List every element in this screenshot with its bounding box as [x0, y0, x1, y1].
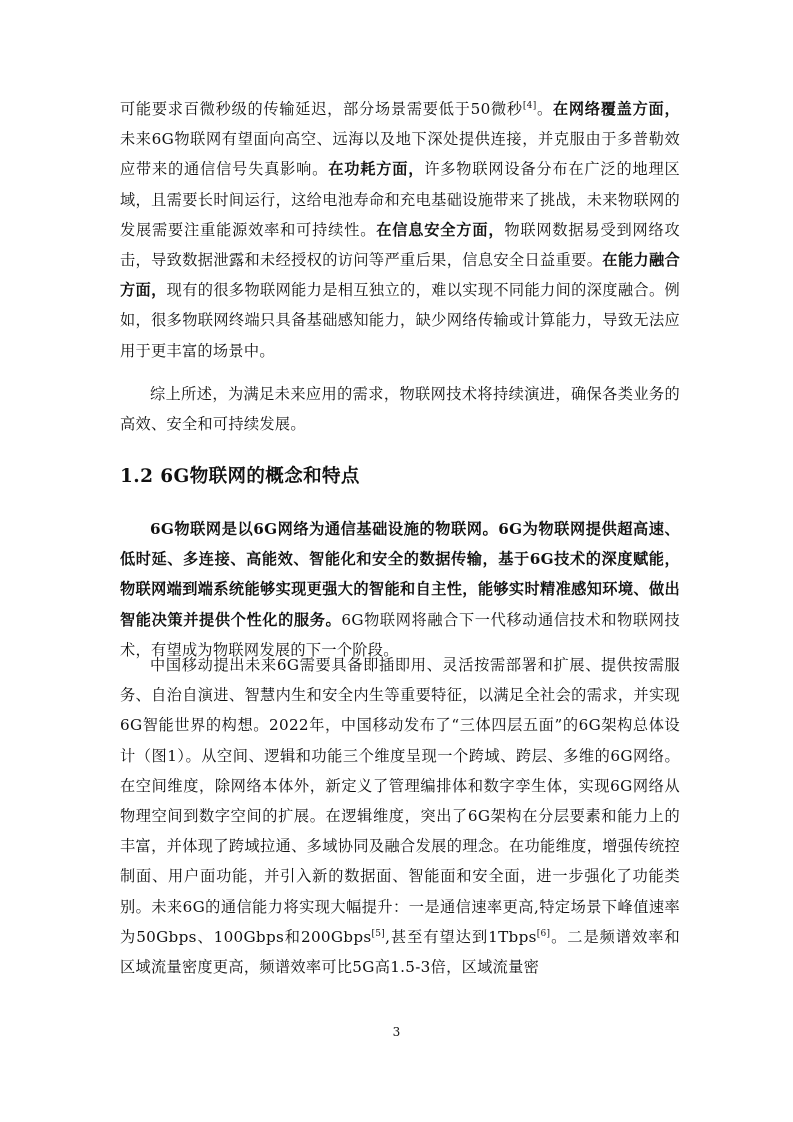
text-run: 综上所述，为满足未来应用的需求，物联网技术将持续演进，确保各类业务的高效、安全和可持续发展。	[120, 385, 680, 434]
bold-text-run: 在能力融合方面，	[120, 251, 680, 300]
text-run: 现有的很多物联网能力是相互独立的，难以实现不同能力间的深度融合。例如，很多物联网终端只具备基础感知能力，缺少网络传输或计算能力，导致无法应用于更丰富的场景中。	[120, 281, 680, 360]
citation-reference: [6]	[536, 928, 551, 939]
paragraph-china-mobile-architecture	[120, 650, 680, 982]
page-number: 3	[392, 1025, 401, 1039]
bold-text-run: 在信息安全方面，	[376, 220, 505, 239]
text-run: 可能要求百微秒级的传输延迟，部分场景需要低于50微秒	[120, 100, 523, 118]
section-heading: 1.2 6G物联网的概念和特点	[120, 466, 360, 487]
text-run: 许多物联网设备分布在广泛的地理区域，且需要长时间运行，这给电池寿命和充电基础设施带来了挑战，未来物联网的发展需要注重能源效率和可持续性。	[120, 160, 680, 239]
bold-text-run: 在功耗方面，	[328, 160, 425, 179]
text-run: 。二是频谱效率和区域流量密度更高，频谱效率可比5G高1.5-3倍，区域流量密	[120, 927, 680, 977]
paragraph-summary	[120, 379, 680, 439]
citation-reference: [4]	[522, 100, 537, 111]
bold-text-run: 6G物联网是以6G网络为通信基础设施的物联网。6G为物联网提供超高速、低时延、多连接、高能效、智能化和安全的数据传输，基于6G技术的深度赋能，物联网端到端系统能够实现更强大的智能和自主性，能够实时精准感知环境、做出智能决策并提供个性化的服务。	[120, 520, 680, 629]
text-run: 。	[536, 100, 553, 118]
paragraph-6g-iot-definition	[120, 514, 680, 665]
bold-text-run: 在网络覆盖方面，	[552, 100, 680, 118]
text-run: 物联网数据易受到网络攻击，导致数据泄露和未经授权的访问等严重后果，信息安全日益重要。	[120, 220, 680, 270]
text-run: 未来6G物联网有望面向高空、远海以及地下深处提供连接，并克服由于多普勒效应带来的通信信号失真影响。	[120, 130, 680, 179]
paragraph-requirements	[120, 94, 680, 366]
text-run: 6G物联网将融合下一代移动通信技术和物联网技术，有望成为物联网发展的下一个阶段。	[120, 610, 680, 659]
text-run: ,甚至有望达到1Tbps	[385, 927, 537, 946]
text-run: 中国移动提出未来6G需要具备即插即用、灵活按需部署和扩展、提供按需服务、自治自演进、智慧内生和安全内生等重要特征，以满足全社会的需求，并实现6G智能世界的构想。2022年，中国移动发布了“三体四层五面”的6G架构总体设计（图1）。从空间、逻辑和功能三个维度呈现一个跨域、跨层、多维的6G网络。在空间维度，除网络本体外，新定义了管理编排体和数字孪生体，实现6G网络从物理空间到数字空间的扩展。在逻辑维度，突出了6G架构在分层要素和能力上的丰富，并体现了跨域拉通、多域协同及融合发展的理念。在功能维度，增强传统控制面、用户面功能，并引入新的数据面、智能面和安全面，进一步强化了功能类别。未来6G的通信能力将实现大幅提升：一是通信速率更高,特定场景下峰值速率为50Gbps、100Gbps和200Gbps	[120, 656, 680, 946]
citation-reference: [5]	[371, 928, 386, 939]
